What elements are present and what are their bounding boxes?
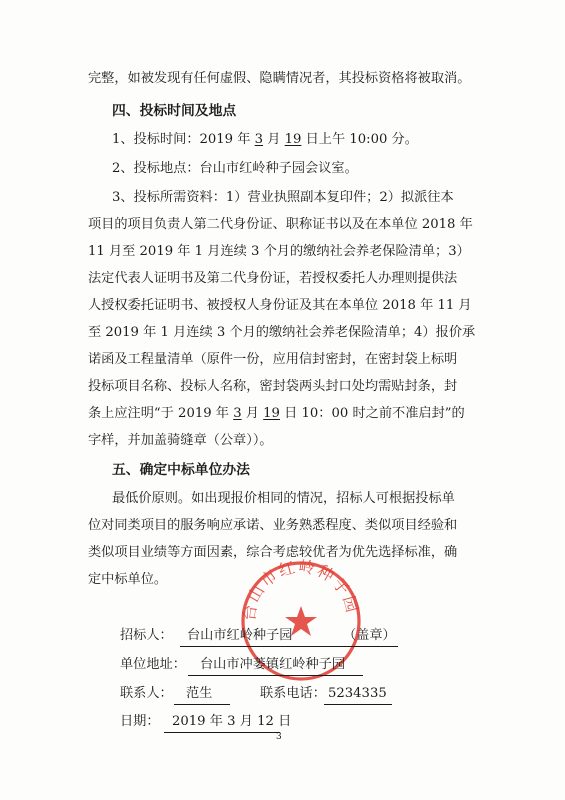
date-underline bbox=[164, 732, 280, 733]
tenderer-label: 招标人： bbox=[120, 628, 173, 643]
materials-line: 3、投标所需资料：1）营业执照副本复印件；2）拟派往本 bbox=[112, 190, 454, 205]
award-paragraph-line: 定中标单位。 bbox=[88, 572, 168, 587]
materials-text: 月 bbox=[241, 406, 264, 421]
contact-value: 范生 bbox=[186, 686, 213, 701]
open-day: 19 bbox=[263, 406, 280, 421]
phone-underline bbox=[324, 704, 392, 705]
materials-line: 投标项目名称、投标人名称，密封袋两头封口处均需贴封条，封 bbox=[88, 379, 458, 394]
materials-line: 至 2019 年 1 月连续 3 个月的缴纳社会养老保险清单；4）报价承 bbox=[88, 325, 476, 340]
bid-time-line bbox=[112, 131, 418, 149]
section-heading-5: 五、确定中标单位办法 bbox=[112, 462, 250, 478]
paragraph-line: 完整，如被发现有任何虚假、隐瞒情况者，其投标资格将被取消。 bbox=[88, 71, 471, 86]
phone-value: 5234335 bbox=[328, 686, 387, 701]
materials-line bbox=[88, 405, 465, 423]
materials-line: 字样，并加盖骑缝章（公章））。 bbox=[88, 433, 273, 448]
materials-line: 项目的项目负责人第二代身份证、职称证书以及在本单位 2018 年 bbox=[88, 217, 473, 232]
section-heading-4: 四、投标时间及地点 bbox=[112, 103, 237, 119]
bid-time-text: 月 bbox=[263, 132, 285, 147]
materials-line: 人授权委托证明书、被授权人身份证及其在本单位 2018 年 11 月 bbox=[88, 298, 472, 313]
address-value: 台山市冲蒌镇红岭种子园 bbox=[200, 657, 346, 672]
page-number: 3 bbox=[276, 732, 282, 742]
award-paragraph-line: 位对同类项目的服务响应承诺、业务熟悉程度、类似项目经验和 bbox=[88, 518, 458, 533]
materials-line: 11 月至 2019 年 1 月连续 3 个月的缴纳社会养老保险清单；3） bbox=[88, 244, 470, 259]
open-month: 3 bbox=[233, 406, 242, 421]
svg-text:台山市红岭种子园: 台山市红岭种子园 bbox=[239, 558, 363, 623]
date-value: 2019 年 3 月 12 日 bbox=[172, 714, 292, 729]
bid-time-text: 日上午 10:00 分。 bbox=[301, 132, 418, 147]
phone-label: 联系电话： bbox=[260, 686, 326, 701]
materials-text: 日 10：00 时之前不准启封”的 bbox=[279, 406, 465, 421]
bid-time-day: 19 bbox=[284, 132, 302, 147]
date-label: 日期： bbox=[120, 714, 160, 729]
tenderer-row bbox=[120, 627, 173, 645]
materials-line: 诺函及工程量清单（原件一份，应用信封密封，在密封袋上标明 bbox=[88, 352, 458, 367]
address-underline bbox=[188, 675, 363, 676]
award-paragraph-line: 类似项目业绩等方面因素，综合考虑较优者为优先选择标准，确 bbox=[88, 545, 458, 560]
address-label: 单位地址： bbox=[120, 657, 186, 672]
tenderer-value: 台山市红岭种子园 bbox=[187, 628, 293, 643]
materials-text: 条上应注明“于 2019 年 bbox=[88, 406, 234, 421]
tenderer-seal-note: （盖章） bbox=[343, 628, 396, 643]
contact-underline bbox=[174, 704, 230, 705]
tenderer-underline bbox=[180, 646, 398, 647]
bid-location-line: 2、投标地点：台山市红岭种子园会议室。 bbox=[112, 161, 358, 176]
bid-time-month: 3 bbox=[254, 132, 264, 147]
award-paragraph-line: 最低价原则。如出现报价相同的情况，招标人可根据投标单 bbox=[112, 491, 455, 506]
bid-time-text: 1、投标时间：2019 年 bbox=[112, 132, 255, 147]
materials-line: 法定代表人证明书及第二代身份证，若授权委托人办理则提供法 bbox=[88, 271, 458, 286]
contact-label: 联系人： bbox=[120, 686, 173, 701]
